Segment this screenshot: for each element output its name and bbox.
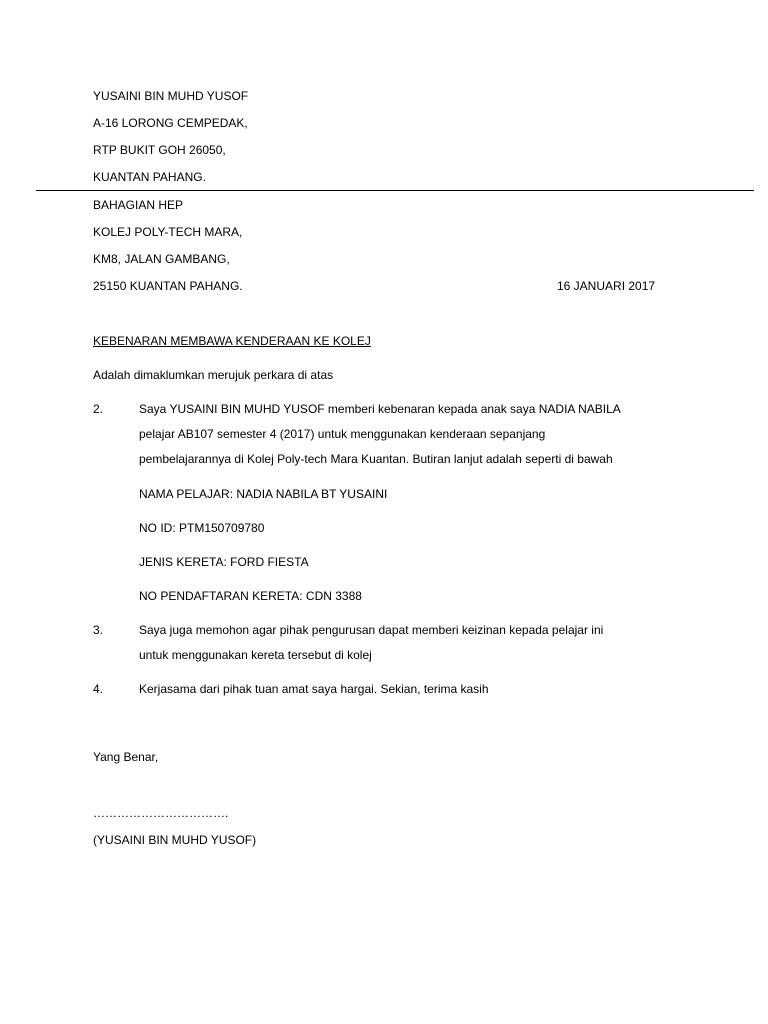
sender-address-line-3: KUANTAN PAHANG.	[93, 170, 206, 184]
detail-car-type: JENIS KERETA: FORD FIESTA	[139, 555, 309, 569]
recipient-address-line-4: 25150 KUANTAN PAHANG.	[93, 279, 243, 293]
sender-name: YUSAINI BIN MUHD YUSOF	[93, 89, 249, 103]
sender-address-line-1: A-16 LORONG CEMPEDAK,	[93, 116, 248, 130]
recipient-address-line-2: KOLEJ POLY-TECH MARA,	[93, 225, 243, 239]
paragraph-2-line-3: pembelajarannya di Kolej Poly-tech Mara Kuantan. Butiran lanjut adalah seperti di bawah	[139, 452, 613, 466]
signatory-name: (YUSAINI BIN MUHD YUSOF)	[93, 833, 257, 847]
paragraph-2-line-1: Saya YUSAINI BIN MUHD YUSOF memberi kebenaran kepada anak saya NADIA NABILA	[139, 402, 621, 416]
paragraph-3-line-2: untuk menggunakan kereta tersebut di kolej	[139, 648, 372, 662]
letter-subject: KEBENARAN MEMBAWA KENDERAAN KE KOLEJ	[93, 334, 371, 348]
signature-line: …………………………….	[93, 806, 229, 820]
letter-date: 16 JANUARI 2017	[557, 279, 656, 293]
detail-student-name: NAMA PELAJAR: NADIA NABILA BT YUSAINI	[139, 487, 388, 501]
recipient-address-line-1: BAHAGIAN HEP	[93, 198, 184, 212]
sender-address-line-2: RTP BUKIT GOH 26050,	[93, 143, 226, 157]
opening-line: Adalah dimaklumkan merujuk perkara di atas	[93, 368, 334, 382]
paragraph-number-4: 4.	[93, 682, 104, 696]
paragraph-2-line-2: pelajar AB107 semester 4 (2017) untuk menggunakan kenderaan sepanjang	[139, 427, 546, 441]
paragraph-number-2: 2.	[93, 402, 104, 416]
header-divider	[36, 190, 754, 191]
paragraph-3-line-1: Saya juga memohon agar pihak pengurusan dapat memberi keizinan kepada pelajar ini	[139, 623, 604, 637]
closing-salutation: Yang Benar,	[93, 750, 159, 764]
paragraph-4-line-1: Kerjasama dari pihak tuan amat saya hargai. Sekian, terima kasih	[139, 682, 489, 696]
detail-car-registration: NO PENDAFTARAN KERETA: CDN 3388	[139, 589, 362, 603]
detail-student-id: NO ID: PTM150709780	[139, 521, 265, 535]
paragraph-number-3: 3.	[93, 623, 104, 637]
recipient-address-line-3: KM8, JALAN GAMBANG,	[93, 252, 230, 266]
